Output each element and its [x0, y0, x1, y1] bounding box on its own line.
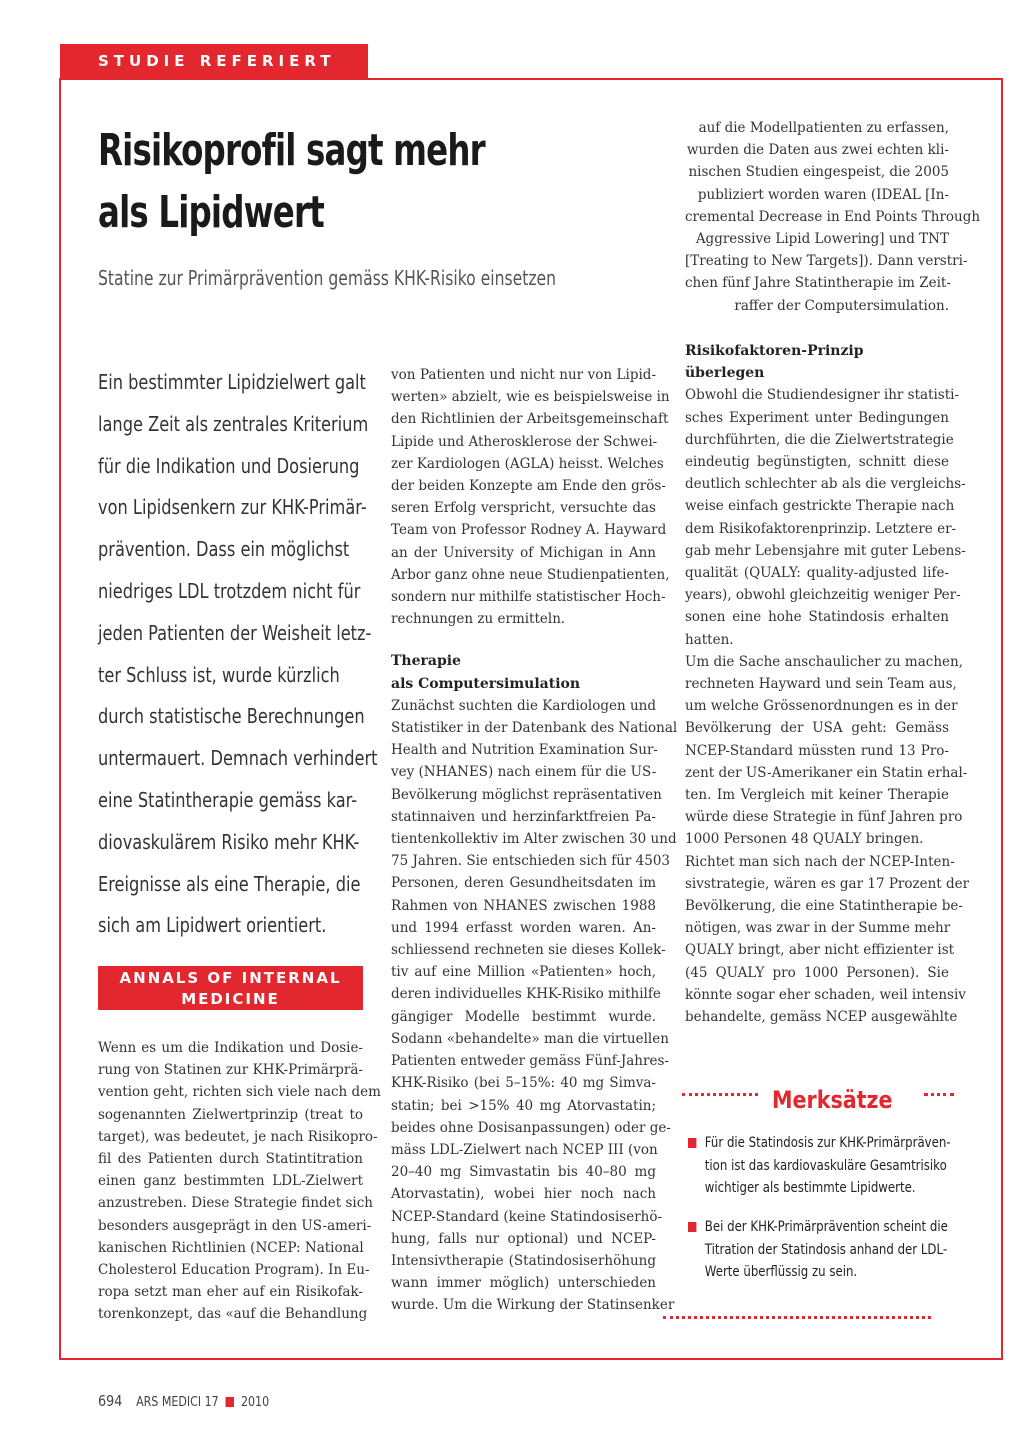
text-line: vey (NHANES) nach einem für die US- [391, 764, 657, 781]
journal-name: ARS MEDICI 17 [136, 1395, 219, 1410]
text-line: für die Indikation und Dosierung [98, 453, 360, 478]
text-line: sondern nur mithilfe statistischer Hoch- [391, 589, 666, 606]
text-line: Zunächst suchten die Kardiologen und [391, 697, 657, 714]
text-line: Patienten entweder gemäss Fünf-Jahres- [391, 1053, 669, 1070]
text-line: torenkonzept, das «auf die Behandlung [98, 1306, 368, 1323]
text-line: Atorvastatin), wobei hier noch nach [391, 1186, 656, 1203]
text-line: deren individuelles KHK-Risiko mithilfe [391, 986, 661, 1003]
text-line: ropa setzt man eher auf ein Risikofak- [98, 1284, 363, 1301]
text-line: NCEP-Standard müssten rund 13 Pro- [685, 742, 949, 759]
text-line: auf die Modellpatienten zu erfassen, [698, 120, 949, 136]
lead-paragraph [98, 362, 378, 947]
text-line: eindeutig begünstigten, schnitt diese [685, 454, 949, 471]
merksatz-item [688, 1132, 951, 1200]
text-line: beides ohne Dosisanpassungen) oder ge- [391, 1119, 671, 1136]
text-line: 20–40 mg Simvastatin bis 40–80 mg [391, 1164, 656, 1181]
text-line: Wenn es um die Indikation und Dosie- [98, 1040, 363, 1056]
text-line: diovaskulärem Risiko mehr KHK- [98, 829, 360, 854]
section-heading: überlegen [685, 365, 765, 382]
title-line: Risikoprofil sagt mehr [98, 125, 485, 176]
text-line: niedriges LDL trotzdem nicht für [98, 578, 361, 603]
text-line: von Lipidsenkern zur KHK-Primär- [98, 495, 367, 520]
text-line: von Patienten und nicht nur von Lipid- [391, 367, 656, 383]
text-line: besonders ausgeprägt in den US-ameri- [98, 1217, 372, 1234]
text-line: Lipide und Atherosklerose der Schwei- [391, 433, 658, 450]
text-line: Personen, deren Gesundheitsdaten im [391, 875, 656, 892]
column-2 [391, 364, 678, 1317]
text-line: zent der US-Amerikaner ein Statin erhal- [685, 764, 968, 781]
text-line: Bei der KHK-Primärprävention scheint die [704, 1219, 948, 1235]
column-2-body [391, 695, 678, 1317]
text-line: sich am Lipidwert orientiert. [98, 913, 327, 938]
merksaetze-label: Merksätze [772, 1086, 893, 1114]
text-line: Rahmen von NHANES zwischen 1988 [391, 897, 656, 914]
text-line: Für die Statindosis zur KHK-Primärpräven- [704, 1135, 951, 1151]
text-line: sogenannten Zielwertprinzip (treat to [98, 1106, 363, 1123]
text-line: Bevölkerung, die eine Statintherapie be- [685, 898, 963, 915]
text-line: years), obwohl gleichzeitig weniger Per- [685, 587, 961, 604]
text-line: fil des Patienten durch Statintitration [98, 1151, 363, 1168]
column-3-body [685, 384, 970, 1028]
text-line: um welche Grössenordnungen es in der [685, 698, 958, 715]
text-line: [Treating to New Targets]). Dann verstri- [685, 253, 968, 270]
column-3-intro [685, 117, 981, 317]
text-line: KHK-Risiko (bei 5–15%: 40 mg Simva- [391, 1075, 656, 1092]
text-line: rechneten Hayward und sein Team aus, [685, 676, 957, 693]
text-line: Richtet man sich nach der NCEP-Inten- [685, 853, 955, 870]
text-line: kanischen Richtlinien (NCEP: National [98, 1239, 364, 1256]
text-line: sivstrategie, wären es gar 17 Prozent der [685, 875, 970, 892]
text-line: durchführten, die die Zielwertstrategie [685, 431, 954, 448]
text-line: Arbor ganz ohne neue Studienpatienten, [391, 566, 670, 583]
text-line: der beiden Konzepte am Ende den grös- [391, 478, 666, 495]
bullet-square-icon [688, 1222, 696, 1232]
text-line: Titration der Statindosis anhand der LDL- [704, 1241, 948, 1258]
article-subtitle: Statine zur Primärprävention gemäss KHK-Risiko einsetzen [98, 266, 557, 290]
source-label [98, 966, 363, 1010]
text-line: dem Risikofaktorenprinzip. Letztere er- [685, 520, 957, 537]
page-footer [98, 1392, 269, 1410]
text-line: deutlich schlechter ab als die vergleichs- [685, 476, 966, 493]
text-line: werten» abzielt, wie es beispielsweise in [391, 389, 670, 406]
text-line: Health and Nutrition Examination Sur- [391, 742, 658, 759]
text-line: den Richtlinien der Arbeitsgemeinschaft [391, 411, 669, 428]
article-title [98, 120, 524, 244]
text-line: Sodann «behandelte» man die virtuellen [391, 1030, 669, 1047]
merksatz-text [688, 1132, 951, 1200]
text-line: könnte sogar eher schaden, weil intensiv [685, 986, 966, 1003]
text-line: wichtiger als bestimmte Lipidwerte. [704, 1180, 916, 1196]
text-line: mäss LDL-Zielwert nach NCEP III (von [391, 1141, 658, 1158]
text-line: lange Zeit als zentrales Kriterium [98, 411, 369, 436]
text-line: wurde. Um die Wirkung der Statinsenker [391, 1297, 675, 1314]
text-line: zer Kardiologen (AGLA) heisst. Welches [391, 455, 664, 472]
text-line: hatten. [685, 631, 734, 648]
dotted-rule [663, 1316, 931, 1319]
text-line: Intensivtherapie (Statindosiserhöhung [391, 1252, 656, 1269]
text-line: an der University of Michigan in Ann [391, 544, 656, 561]
text-line: behandelte, gemäss NCEP ausgewählte [685, 1009, 958, 1026]
text-line: Obwohl die Studiendesigner ihr statisti- [685, 387, 960, 404]
text-line: ter Schluss ist, wurde kürzlich [98, 662, 340, 687]
text-line: target), was bedeutet, je nach Risikopro- [98, 1128, 378, 1145]
text-line: Cholesterol Education Program). In Eu- [98, 1262, 370, 1279]
text-line: Ereignisse als eine Therapie, die [98, 871, 361, 896]
section-label: STUDIE REFERIERT [60, 44, 368, 78]
text-line: jeden Patienten der Weisheit letz- [98, 620, 372, 645]
column-1-body [98, 1037, 381, 1326]
text-line: eine Statintherapie gemäss kar- [98, 787, 358, 812]
text-line: sonen eine hohe Statindosis erhalten [685, 609, 949, 626]
text-line: vention geht, richten sich viele nach dem [98, 1084, 381, 1101]
text-line: nischen Studien eingespeist, die 2005 [688, 164, 949, 181]
text-line: Werte überflüssig zu sein. [704, 1264, 858, 1280]
text-line: Bevölkerung der USA geht: Gemäss [685, 720, 949, 737]
page-number: 694 [98, 1392, 123, 1410]
text-line: hung, falls nur optional) und NCEP- [391, 1230, 656, 1247]
section-heading: Therapie [391, 653, 461, 670]
column-2-intro [391, 364, 670, 630]
text-line: NCEP-Standard (keine Statindosiserhö- [391, 1208, 663, 1225]
text-line: wann immer möglich) unterschieden [391, 1275, 656, 1292]
text-line: einen ganz bestimmten LDL-Zielwert [98, 1173, 363, 1190]
text-line: chen fünf Jahre Statintherapie im Zeit- [685, 275, 951, 292]
source-label-line: ANNALS OF INTERNAL [119, 969, 342, 987]
column-3 [685, 340, 970, 1028]
text-line: (45 QUALY pro 1000 Personen). Sie [685, 964, 949, 981]
text-line: und 1994 erfasst worden waren. An- [391, 919, 656, 936]
text-line: Ein bestimmter Lipidzielwert galt [98, 370, 366, 394]
dotted-rule [924, 1093, 954, 1096]
text-line: statinnaiven und herzinfarktfreien Pa- [391, 808, 656, 825]
text-line: statin; bei >15% 40 mg Atorvastatin; [391, 1097, 656, 1114]
text-line: QUALY bringt, aber nicht effizienter ist [685, 942, 955, 959]
text-line: 75 Jahren. Sie entschieden sich für 4503 [391, 853, 670, 870]
bullet-square-icon [688, 1138, 696, 1148]
text-line: nötigen, was zwar in der Summe mehr [685, 920, 951, 937]
section-heading: als Computersimulation [391, 675, 581, 692]
text-line: weise einfach gestrickte Therapie nach [685, 498, 955, 515]
text-line: schliessend rechneten sie dieses Kollek- [391, 942, 666, 959]
merksaetze-box-header [682, 1086, 954, 1126]
text-line: anzustreben. Diese Strategie findet sich [98, 1195, 373, 1212]
text-line: 1000 Personen 48 QUALY bringen. [685, 831, 924, 848]
merksatz-item [688, 1216, 948, 1284]
text-line: gängiger Modelle bestimmt wurde. [391, 1008, 656, 1025]
text-line: durch statistische Berechnungen [98, 704, 365, 729]
text-line: Statistiker in der Datenbank des National [391, 720, 678, 737]
text-line: prävention. Dass ein möglichst [98, 537, 350, 562]
text-line: raffer der Computersimulation. [734, 297, 949, 314]
text-line: gab mehr Lebensjahre mit guter Lebens- [685, 542, 966, 559]
text-line: sches Experiment unter Bedingungen [685, 409, 949, 426]
text-line: würde diese Strategie in fünf Jahren pro [685, 809, 963, 826]
text-line: ten. Im Vergleich mit keiner Therapie [685, 787, 949, 804]
text-line: Aggressive Lipid Lowering] und TNT [695, 231, 949, 248]
text-line: Um die Sache anschaulicher zu machen, [685, 653, 964, 670]
text-line: publiziert worden waren (IDEAL [In- [697, 186, 949, 203]
source-label-line: MEDICINE [181, 990, 280, 1008]
section-heading: Risikofaktoren-Prinzip [685, 343, 864, 359]
text-line: cremental Decrease in End Points Through [685, 208, 981, 225]
text-line: rung von Statinen zur KHK-Primärprä- [98, 1062, 363, 1079]
dotted-rule [682, 1093, 758, 1096]
merksatz-text [688, 1216, 948, 1284]
title-line: als Lipidwert [98, 187, 324, 238]
text-line: Team von Professor Rodney A. Hayward [391, 522, 667, 539]
journal-year: 2010 [240, 1395, 270, 1410]
text-line: seren Erfolg verspricht, versuchte das [391, 500, 656, 517]
text-line: untermauert. Demnach verhindert [98, 746, 378, 771]
text-line: tion ist das kardiovaskuläre Gesamtrisiko [704, 1157, 947, 1174]
text-line: rechnungen zu ermitteln. [391, 611, 566, 628]
text-line: tiv auf eine Million «Patienten» hoch, [391, 964, 656, 981]
text-line: Bevölkerung möglichst repräsentativen [391, 786, 662, 803]
text-line: qualität (QUALY: quality-adjusted life- [685, 565, 949, 582]
text-line: tientenkollektiv im Alter zwischen 30 und [391, 831, 677, 848]
text-line: wurden die Daten aus zwei echten kli- [686, 142, 949, 159]
square-icon [226, 1397, 235, 1407]
